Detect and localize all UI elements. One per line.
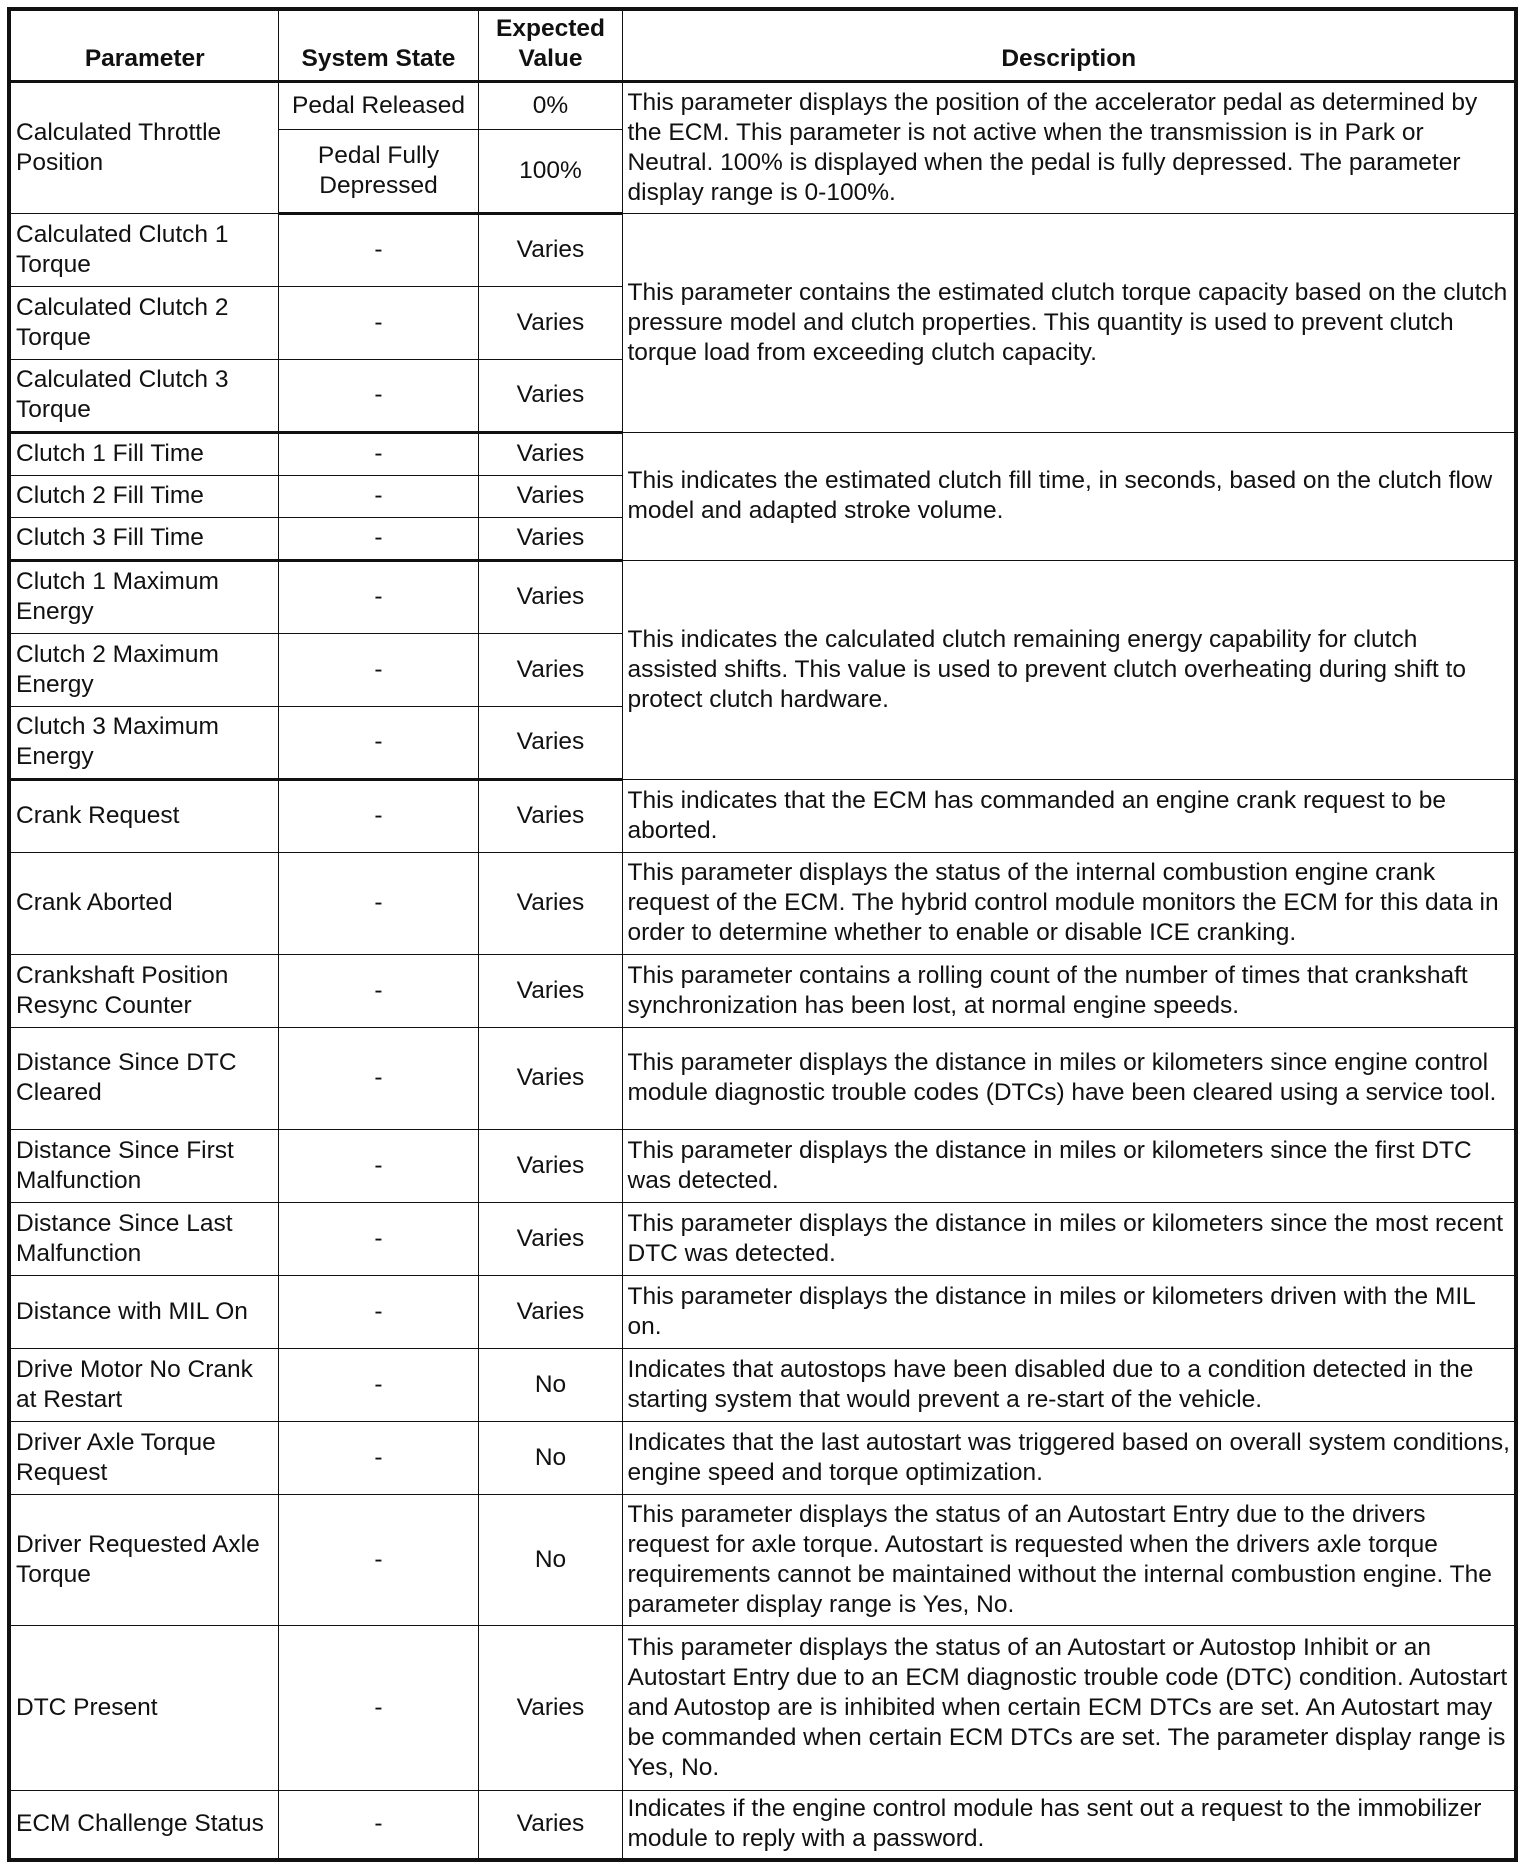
param-description: This parameter contains a rolling count of the number of times that crankshaft synchronization has been lost, at normal engine speeds. [622, 954, 1516, 1027]
param-description: This parameter displays the status of an Autostart or Autostop Inhibit or an Autostart Entry due to an ECM diagnostic trouble code (DTC) condition. Autostart and Autostop are is inhibited when certain ECM DTCs are set. An Autostart may be commanded when certain ECM DTCs are set. The parameter display range is Yes, No. [622, 1625, 1516, 1790]
param-name: Crank Request [9, 779, 278, 852]
param-name: Clutch 2 Fill Time [9, 475, 278, 517]
expected-value: Varies [478, 1790, 622, 1860]
table-row [9, 779, 1516, 852]
param-name: Calculated Throttle Position [9, 81, 278, 213]
param-description: Indicates that autostops have been disabled due to a condition detected in the starting system that would prevent a re-start of the vehicle. [622, 1348, 1516, 1421]
param-name: Clutch 3 Fill Time [9, 517, 278, 560]
system-state: - [278, 1421, 478, 1494]
expected-value: Varies [478, 852, 622, 954]
param-name: Distance Since First Malfunction [9, 1129, 278, 1202]
param-name: ECM Challenge Status [9, 1790, 278, 1860]
param-description: Indicates that the last autostart was triggered based on overall system conditions, engine speed and torque optimization. [622, 1421, 1516, 1494]
table-row [9, 954, 1516, 1027]
param-name: Drive Motor No Crank at Restart [9, 1348, 278, 1421]
system-state: - [278, 1348, 478, 1421]
expected-value: No [478, 1421, 622, 1494]
param-name: Distance with MIL On [9, 1275, 278, 1348]
param-name: Distance Since DTC Cleared [9, 1027, 278, 1129]
param-description: Indicates if the engine control module has sent out a request to the immobilizer module to reply with a password. [622, 1790, 1516, 1860]
header-description: Description [622, 9, 1516, 81]
table-row [9, 1027, 1516, 1129]
param-description: This indicates the calculated clutch remaining energy capability for clutch assisted shifts. This value is used to prevent clutch overheating during shift to protect clutch hardware. [622, 560, 1516, 779]
expected-value: Varies [478, 1275, 622, 1348]
param-name: Driver Axle Torque Request [9, 1421, 278, 1494]
expected-value: Varies [478, 560, 622, 633]
expected-value: Varies [478, 954, 622, 1027]
table-row [9, 81, 1516, 129]
system-state: - [278, 475, 478, 517]
param-description: This parameter displays the position of the accelerator pedal as determined by the ECM. This parameter is not active when the transmission is in Park or Neutral. 100% is displayed when the pedal is fully depressed. The parameter display range is 0-100%. [622, 81, 1516, 213]
system-state: - [278, 779, 478, 852]
param-name: Clutch 3 Maximum Energy [9, 706, 278, 779]
table-row [9, 213, 1516, 286]
param-description: This parameter displays the distance in miles or kilometers since engine control module diagnostic trouble codes (DTCs) have been cleared using a service tool. [622, 1027, 1516, 1129]
header-system-state: System State [278, 9, 478, 81]
expected-value: Varies [478, 359, 622, 432]
param-description: This parameter displays the status of the internal combustion engine crank request of the ECM. The hybrid control module monitors the ECM for this data in order to determine whether to enable or disable ICE cranking. [622, 852, 1516, 954]
system-state: - [278, 1625, 478, 1790]
table-row [9, 1494, 1516, 1625]
expected-value: 100% [478, 129, 622, 213]
expected-value: No [478, 1494, 622, 1625]
expected-value: Varies [478, 1027, 622, 1129]
system-state: - [278, 286, 478, 359]
expected-value: Varies [478, 1202, 622, 1275]
expected-value: Varies [478, 432, 622, 475]
expected-value: Varies [478, 706, 622, 779]
system-state: - [278, 517, 478, 560]
system-state: - [278, 706, 478, 779]
param-name: Clutch 2 Maximum Energy [9, 633, 278, 706]
table-header-row [9, 9, 1516, 81]
param-description: This indicates the estimated clutch fill time, in seconds, based on the clutch flow model and adapted stroke volume. [622, 432, 1516, 560]
expected-value: Varies [478, 213, 622, 286]
system-state: - [278, 954, 478, 1027]
system-state: - [278, 1202, 478, 1275]
system-state: - [278, 1275, 478, 1348]
system-state: - [278, 1494, 478, 1625]
system-state: Pedal Released [278, 81, 478, 129]
param-description: This parameter contains the estimated clutch torque capacity based on the clutch pressure model and clutch properties. This quantity is used to prevent clutch torque load from exceeding clutch capacity. [622, 213, 1516, 432]
expected-value: Varies [478, 779, 622, 852]
table-row [9, 1129, 1516, 1202]
table-row [9, 1275, 1516, 1348]
system-state: - [278, 359, 478, 432]
system-state: - [278, 213, 478, 286]
system-state: - [278, 432, 478, 475]
expected-value: Varies [478, 475, 622, 517]
table-row [9, 1202, 1516, 1275]
expected-value: 0% [478, 81, 622, 129]
system-state: - [278, 1027, 478, 1129]
param-name: Clutch 1 Fill Time [9, 432, 278, 475]
expected-value: Varies [478, 633, 622, 706]
param-name: Clutch 1 Maximum Energy [9, 560, 278, 633]
table-row [9, 1790, 1516, 1860]
expected-value: Varies [478, 1129, 622, 1202]
param-description: This parameter displays the distance in miles or kilometers since the first DTC was detected. [622, 1129, 1516, 1202]
system-state: - [278, 1129, 478, 1202]
expected-value: Varies [478, 1625, 622, 1790]
system-state: - [278, 852, 478, 954]
param-name: Calculated Clutch 1 Torque [9, 213, 278, 286]
table-row [9, 1625, 1516, 1790]
document-page [7, 7, 1514, 1862]
table-row [9, 432, 1516, 475]
expected-value: Varies [478, 286, 622, 359]
param-description: This parameter displays the distance in miles or kilometers driven with the MIL on. [622, 1275, 1516, 1348]
param-name: Driver Requested Axle Torque [9, 1494, 278, 1625]
param-name: Crankshaft Position Resync Counter [9, 954, 278, 1027]
param-name: Crank Aborted [9, 852, 278, 954]
param-name: Calculated Clutch 2 Torque [9, 286, 278, 359]
system-state: - [278, 1790, 478, 1860]
table-row [9, 1421, 1516, 1494]
param-description: This indicates that the ECM has commanded an engine crank request to be aborted. [622, 779, 1516, 852]
expected-value: Varies [478, 517, 622, 560]
expected-value: No [478, 1348, 622, 1421]
header-expected-value: Expected Value [478, 9, 622, 81]
table-row [9, 560, 1516, 633]
param-name: Calculated Clutch 3 Torque [9, 359, 278, 432]
system-state: - [278, 633, 478, 706]
table-row [9, 1348, 1516, 1421]
param-name: DTC Present [9, 1625, 278, 1790]
param-description: This parameter displays the distance in miles or kilometers since the most recent DTC was detected. [622, 1202, 1516, 1275]
param-name: Distance Since Last Malfunction [9, 1202, 278, 1275]
header-parameter: Parameter [9, 9, 278, 81]
system-state: Pedal Fully Depressed [278, 129, 478, 213]
system-state: - [278, 560, 478, 633]
parameter-table [7, 7, 1518, 1862]
table-row [9, 852, 1516, 954]
param-description: This parameter displays the status of an Autostart Entry due to the drivers request for axle torque. Autostart is requested when the drivers axle torque requirements cannot be maintained without the internal combustion engine. The parameter display range is Yes, No. [622, 1494, 1516, 1625]
